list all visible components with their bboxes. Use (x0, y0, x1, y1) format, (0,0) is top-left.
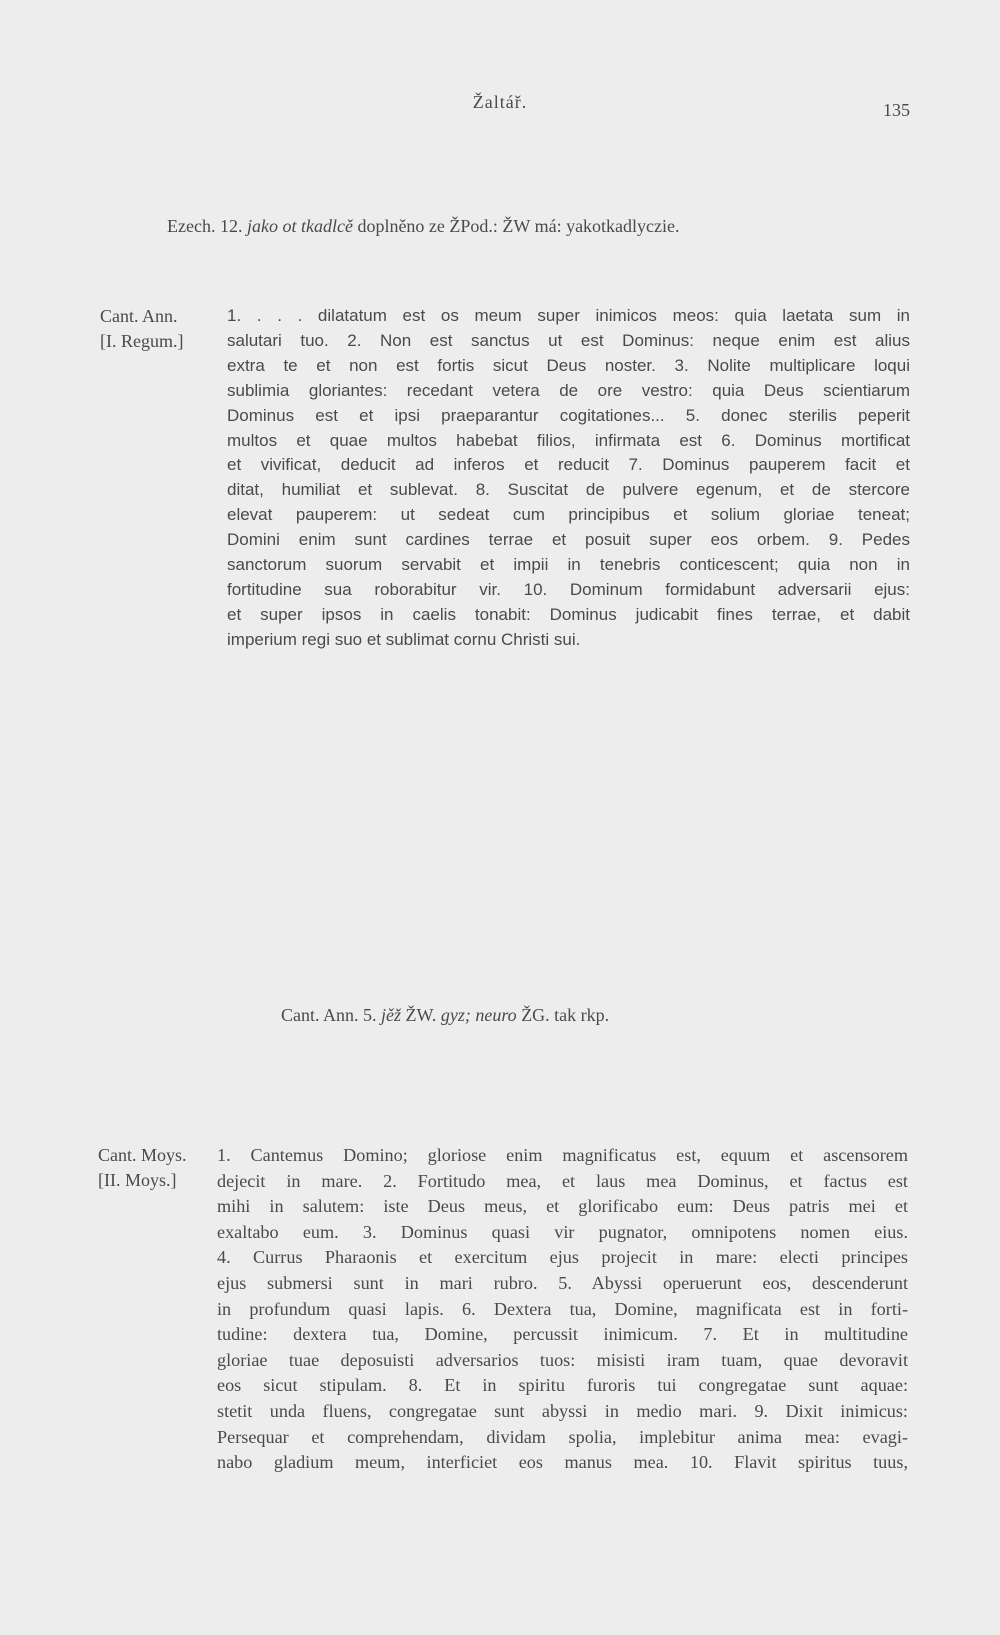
page-number: 135 (883, 100, 910, 120)
canticle-label-title: Cant. Ann. (100, 306, 178, 326)
footnote-suffix: ŽG. tak rkp. (516, 1005, 610, 1025)
text-line: gloriae tuae deposuisti adversarios tuos: misisti iram tuam, quae devoravit (217, 1349, 908, 1370)
text-line: in profundum quasi lapis. 6. Dextera tua, Domine, magnificata est in forti- (217, 1298, 908, 1319)
text-line: ditat, humiliat et sublevat. 8. Suscitat de pulvere egenum, et de stercore (227, 480, 910, 500)
text-line: stetit unda fluens, congregatae sunt abyssi in medio mari. 9. Dixit inimicus: (217, 1400, 908, 1421)
canticle-text (227, 304, 910, 653)
footnote-cant-ann (281, 1005, 609, 1026)
footnote-ezech (167, 216, 680, 237)
text-line: fortitudine sua roborabitur vir. 10. Dominum formidabunt adversarii ejus: (227, 579, 910, 599)
footnote-prefix: Ezech. 12. (167, 216, 247, 236)
text-line: exaltabo eum. 3. Dominus quasi vir pugnator, omnipotens nomen eius. (217, 1221, 908, 1242)
text-line: 1. . . . dilatatum est os meum super inimicos meos: quia laetata sum in (227, 306, 910, 325)
footnote-prefix: Cant. Ann. 5. (281, 1005, 382, 1025)
text-line: sublimia gloriantes: recedant vetera de ore vestro: quia Deus scientiarum (227, 380, 910, 400)
text-line: imperium regi suo et sublimat cornu Christi sui. (227, 629, 581, 649)
canticle-annae (100, 304, 910, 653)
text-line: 4. Currus Pharaonis et exercitum ejus projecit in mare: electi principes (217, 1247, 908, 1268)
canticle-label (98, 1143, 216, 1193)
canticle-label (100, 304, 218, 354)
text-line: tudine: dextera tua, Domine, percussit inimicum. 7. Et in multitudine (217, 1324, 908, 1345)
canticle-label-title: Cant. Moys. (98, 1145, 187, 1165)
canticle-label-source: [II. Moys.] (98, 1170, 177, 1190)
text-line: et vivificat, deducit ad inferos et reducit 7. Dominus pauperem facit et (227, 455, 910, 475)
canticle-text (217, 1143, 908, 1476)
text-line: Domini enim sunt cardines terrae et posuit super eos orbem. 9. Pedes (227, 530, 910, 550)
text-line: 1. Cantemus Domino; gloriose enim magnificatus est, equum et ascensorem (217, 1145, 908, 1165)
text-line: ejus submersi sunt in mari rubro. 5. Abyssi operuerunt eos, descenderunt (217, 1272, 908, 1293)
text-line: Dominus est et ipsi praeparantur cogitationes... 5. donec sterilis peperit (227, 405, 910, 425)
running-title: Žaltář. (472, 92, 528, 112)
text-line: eos sicut stipulam. 8. Et in spiritu furoris tui congregatae sunt aquae: (217, 1375, 908, 1396)
footnote-italic: jako ot tkadlcě (246, 216, 353, 236)
footnote-italic: gyz; neuro (440, 1005, 517, 1025)
canticle-label-source: [I. Regum.] (100, 331, 184, 351)
footnote-italic: jěž (381, 1005, 402, 1025)
canticle-moysis (98, 1143, 908, 1476)
text-line: extra te et non est fortis sicut Deus noster. 3. Nolite multiplicare loqui (227, 355, 910, 375)
text-line: dejecit in mare. 2. Fortitudo mea, et laus mea Dominus, et factus est (217, 1170, 908, 1191)
text-line: nabo gladium meum, interficiet eos manus mea. 10. Flavit spiritus tuus, (217, 1452, 908, 1473)
text-line: Persequar et comprehendam, dividam spolia, implebitur anima mea: evagi- (217, 1426, 908, 1447)
footnote-middle: ŽW. (401, 1005, 441, 1025)
text-line: mihi in salutem: iste Deus meus, et glorificabo eum: Deus patris mei et (217, 1196, 908, 1217)
text-line: multos et quae multos habebat filios, infirmata est 6. Dominus mortificat (227, 430, 910, 450)
text-line: elevat pauperem: ut sedeat cum principibus et solium gloriae teneat; (227, 505, 910, 525)
footnote-suffix: doplněno ze ŽPod.: ŽW má: yakotkadlyczie. (352, 216, 680, 236)
text-line: sanctorum suorum servabit et impii in tenebris conticescent; quia non in (227, 555, 910, 575)
text-line: salutari tuo. 2. Non est sanctus ut est Dominus: neque enim est alius (227, 330, 910, 350)
text-line: et super ipsos in caelis tonabit: Dominus judicabit fines terrae, et dabit (227, 604, 910, 624)
